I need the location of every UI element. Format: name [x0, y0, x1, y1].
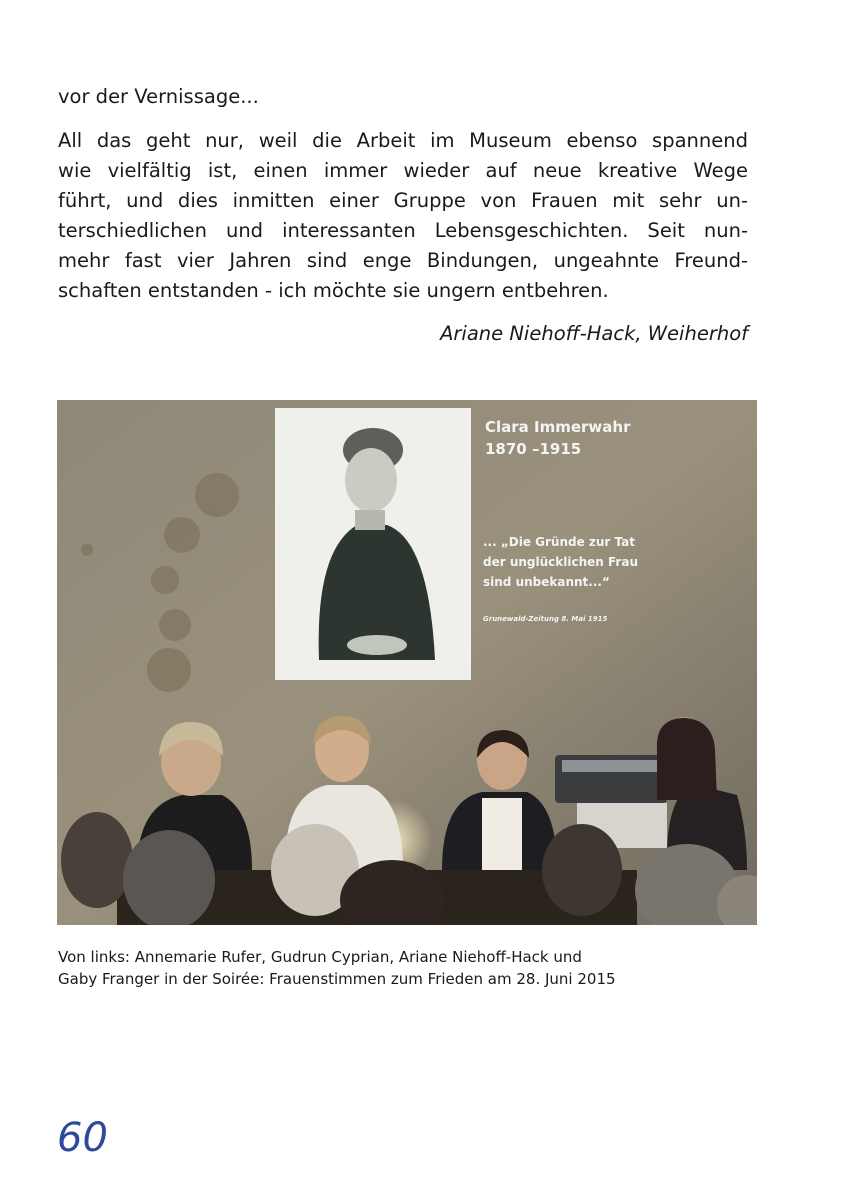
paragraph-line: wie vielfältig ist, einen immer wieder auf neue kreative Wege — [58, 159, 748, 182]
slide-years: 1870 –1915 — [485, 440, 582, 458]
body-first-line: vor der Vernissage... — [58, 85, 259, 108]
slide-source: Grunewald-Zeitung 8. Mai 1915 — [483, 615, 608, 623]
author-signature: Ariane Niehoff-Hack, Weiherhof — [440, 322, 748, 345]
slide-quote-line: sind unbekannt...“ — [483, 575, 610, 589]
paragraph-line: All das geht nur, weil die Arbeit im Museum ebenso spannend — [58, 129, 748, 152]
page-number: 60 — [57, 1115, 108, 1161]
paragraph-line: mehr fast vier Jahren sind enge Bindungen, ungeahnte Freund- — [58, 249, 748, 272]
event-photo — [57, 400, 757, 925]
body-paragraph — [58, 126, 748, 306]
event-photo-illustration — [57, 400, 757, 925]
caption-line: Von links: Annemarie Rufer, Gudrun Cyprian, Ariane Niehoff-Hack und — [58, 948, 582, 966]
paragraph-line: terschiedlichen und interessanten Lebensgeschichten. Seit nun- — [58, 219, 748, 242]
caption-line: Gaby Franger in der Soirée: Frauenstimmen zum Frieden am 28. Juni 2015 — [58, 970, 616, 988]
paragraph-line: führt, und dies inmitten einer Gruppe von Frauen mit sehr un- — [58, 189, 748, 212]
slide-quote-line: ... „Die Gründe zur Tat — [483, 535, 635, 549]
paragraph-line: schaften entstanden - ich möchte sie ungern entbehren. — [58, 279, 609, 302]
photo-caption — [58, 946, 616, 990]
slide-quote-line: der unglücklichen Frau — [483, 555, 638, 569]
slide-name: Clara Immerwahr — [485, 418, 631, 436]
